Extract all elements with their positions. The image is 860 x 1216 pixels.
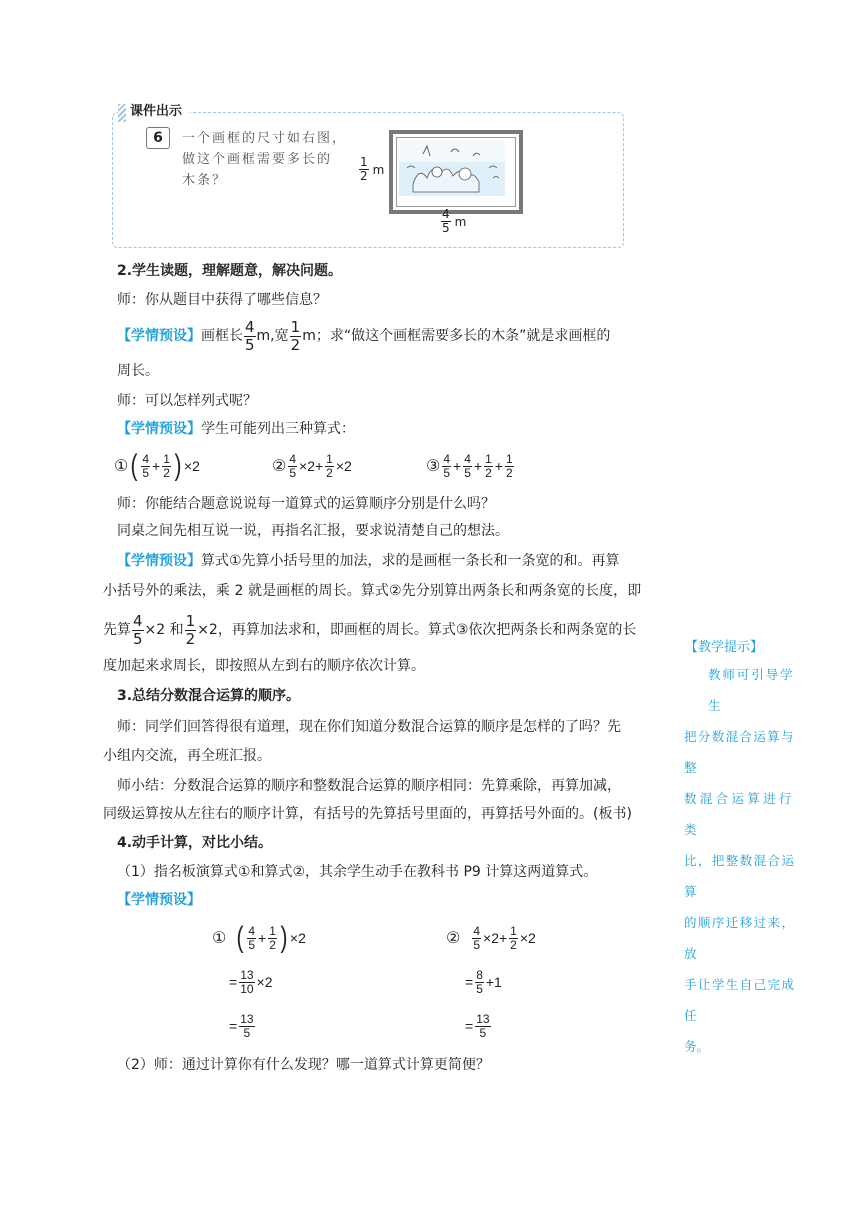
preset2-text: 学生可能列出三种算式： [201, 421, 355, 437]
preset3-line1: 算式①先算小括号里的加法，求的是画框一条长和一条宽的和。再算 [201, 553, 620, 569]
c1-n2: 1 [269, 923, 276, 938]
problem-line-1: 一个画框的尺寸如右图， [182, 131, 348, 146]
courseware-tab-stripe [118, 104, 126, 122]
c2-s2d: 5 [479, 1025, 487, 1040]
tip-line-5: 的顺序迁移过来，放 [684, 915, 794, 961]
frame-height-num: 1 [360, 155, 368, 169]
courseware-label: 课件出示 [130, 104, 183, 119]
f1-n2: 1 [163, 451, 170, 466]
calc-1-expr: ① ( $\frac{4}{5}$ + $\frac{1}{2}$ ) ×2 [212, 921, 306, 954]
c2-eq2: = [465, 1018, 474, 1034]
formula-2-mark: ② [272, 458, 287, 475]
s4-line1: （1）指名板演算式①和算式②，其余学生动手在教科书 P9 计算这两道算式。 [117, 864, 598, 880]
c2-s1n: 8 [476, 967, 483, 982]
c1-s2d: 5 [243, 1025, 251, 1040]
frame-height-den: 2 [360, 169, 368, 183]
picture-frame [389, 130, 523, 214]
preset1-n2: 1 [290, 317, 301, 336]
preset-hint-3: 【学情预设】 [117, 553, 201, 569]
formula-1-mark: ① [114, 458, 129, 475]
preset-paragraph-2 [117, 419, 355, 439]
calc-2-expr [446, 918, 536, 958]
formula-3-mark: ③ [426, 458, 441, 475]
c1-d2: 2 [269, 937, 276, 952]
section-2-title: 2.学生读题，理解题意，解决问题。 [117, 263, 343, 279]
c1-d1: 5 [248, 937, 256, 952]
c1-eq2: = [229, 1018, 238, 1034]
p3-n1: 4 [133, 611, 143, 630]
calc-1-mark: ① [212, 930, 227, 947]
f3-n4: 1 [505, 451, 513, 466]
p3-d1: 5 [133, 629, 143, 648]
animal-painting [393, 134, 511, 202]
preset-hint-1: 【学情预设】 [117, 328, 201, 344]
f3-n2: 4 [464, 451, 471, 466]
p3-n2: 1 [185, 611, 196, 630]
frame-width-num: 4 [442, 207, 450, 221]
c1-eq1: = [229, 974, 238, 990]
preset1-a: 画框长 [201, 328, 243, 344]
frame-height-unit: m [372, 162, 385, 177]
calc-2-step2 [465, 1006, 492, 1046]
c1-s1n: 13 [240, 967, 254, 982]
c1-s1d: 10 [240, 981, 254, 996]
f3-d4: 2 [505, 465, 513, 480]
section-4-title: 4.动手计算，对比小结。 [117, 835, 273, 851]
calc-2-mark: ② [446, 930, 461, 947]
preset1-c: m；求“做这个画框需要多长的木条”就是求画框的 [302, 328, 611, 344]
p3-d2: 2 [185, 629, 196, 648]
f2-x2a: ×2+ [299, 458, 324, 474]
f3-d2: 5 [464, 465, 471, 480]
pair-discussion: 同桌之间先相互说一说，再指名汇报，要求说清楚自己的想法。 [117, 523, 509, 539]
problem-number-badge [146, 127, 170, 149]
f2-d2: 2 [326, 465, 333, 480]
c2-b: ×2 [519, 930, 536, 946]
problem-line-3: 木条？ [182, 173, 228, 188]
c2-eq1: = [465, 974, 474, 990]
frame-width-unit: m [454, 214, 467, 229]
c2-d2: 2 [510, 937, 517, 952]
preset1-n1: 4 [245, 317, 255, 336]
tip-line-6: 手让学生自己完成任 [684, 977, 794, 1023]
s3-line2: 小组内交流，再全班汇报。 [103, 748, 271, 764]
c2-n2: 1 [510, 923, 517, 938]
preset3-l3b: ×2 和 [144, 622, 184, 638]
formula-1-tail: ×2 [183, 458, 200, 474]
frame-height-label [358, 156, 384, 183]
f3-d3: 2 [485, 465, 492, 480]
calc-1-step1 [229, 962, 273, 1002]
f3-d1: 5 [443, 465, 451, 480]
f3-n3: 1 [485, 451, 492, 466]
s3-line3: 师小结：分数混合运算的顺序和整数混合运算的顺序相同：先算乘除，再算加减， [117, 778, 621, 794]
formula-3: ③ $\frac{4}{5}$ + $\frac{4}{5}$ + $\frac{1}{2}$ + $\frac{1}{2}$ [426, 451, 513, 480]
teacher-question-3: 师：你能结合题意说说每一道算式的运算顺序分别是什么吗？ [117, 496, 495, 512]
preset1-d-line: 周长。 [117, 363, 159, 379]
f1-d1: 5 [142, 465, 150, 480]
teaching-tip-text [684, 659, 794, 1062]
s3-line1: 师：同学们回答得很有道理，现在你们知道分数混合运算的顺序是怎样的了吗？先 [117, 719, 621, 735]
problem-text [182, 128, 347, 191]
preset1-d1: 5 [245, 335, 255, 354]
preset-paragraph-1 [117, 314, 610, 358]
tip-line-7: 务。 [684, 1039, 710, 1054]
section-3-title: 3.总结分数混合运算的顺序。 [117, 688, 301, 704]
f2-n2: 1 [326, 451, 333, 466]
c1-s1t: ×2 [256, 974, 273, 990]
f2-x2b: ×2 [335, 458, 352, 474]
c2-s1d: 5 [476, 981, 483, 996]
tip-line-2: 把分数混合运算与整 [684, 729, 794, 775]
tip-line-4: 比，把整数混合运算 [684, 853, 794, 899]
c2-n1: 4 [473, 923, 481, 938]
preset3-l3c: ×2，再算加法求和，即画框的周长。算式③依次把两条长和两条宽的长 [197, 622, 637, 638]
f1-d2: 2 [163, 465, 170, 480]
c1-s2n: 13 [240, 1011, 254, 1026]
formula-2 [272, 446, 352, 486]
s4-line2: （2）师：通过计算你有什么发现？哪一道算式计算更简便？ [117, 1057, 490, 1073]
preset3-line2: 小括号外的乘法，乘 2 就是画框的周长。算式②先分别算出两条长和两条宽的长度，即 [103, 583, 642, 599]
c2-a: ×2+ [483, 930, 508, 946]
problem-line-2: 做这个画框需要多长的 [182, 152, 333, 167]
preset-hint-2: 【学情预设】 [117, 421, 201, 437]
tip-line-1: 教师可引导学生 [708, 667, 794, 713]
tip-line-3: 数混合运算进行类 [684, 791, 794, 837]
frame-width-label [440, 208, 466, 235]
teacher-question-1: 师：你从题目中获得了哪些信息？ [117, 292, 327, 308]
c2-s2n: 13 [476, 1011, 490, 1026]
f2-n1: 4 [289, 451, 297, 466]
c2-s1t: +1 [485, 974, 502, 990]
calc-1-step2 [229, 1006, 256, 1046]
c2-d1: 5 [473, 937, 481, 952]
preset1-b: m,宽 [256, 328, 289, 344]
f2-d1: 5 [289, 465, 297, 480]
teaching-tip-title: 【教学提示】 [685, 640, 764, 655]
problem-number: 6 [153, 130, 163, 146]
preset3-l3a: 先算 [103, 622, 131, 638]
s3-line4: 同级运算按从左往右的顺序计算，有括号的先算括号里面的，再算括号外面的。(板书) [103, 806, 632, 822]
frame-width-den: 5 [442, 221, 450, 235]
preset1-d2: 2 [290, 335, 301, 354]
calc-1-tail: ×2 [289, 930, 306, 946]
preset3-line3 [103, 608, 636, 652]
preset-hint-4: 【学情预设】 [117, 892, 201, 908]
calc-2-step1 [465, 962, 502, 1002]
f1-n1: 4 [142, 451, 150, 466]
c1-n1: 4 [248, 923, 256, 938]
teacher-question-2: 师：可以怎样列式呢？ [117, 393, 257, 409]
formula-1: ① ( $\frac{4}{5}$ + $\frac{1}{2}$ ) ×2 [114, 449, 200, 482]
f3-n1: 4 [443, 451, 451, 466]
preset-paragraph-3-l1 [117, 551, 620, 571]
preset3-line4: 度加起来求周长，即按照从左到右的顺序依次计算。 [103, 658, 425, 674]
